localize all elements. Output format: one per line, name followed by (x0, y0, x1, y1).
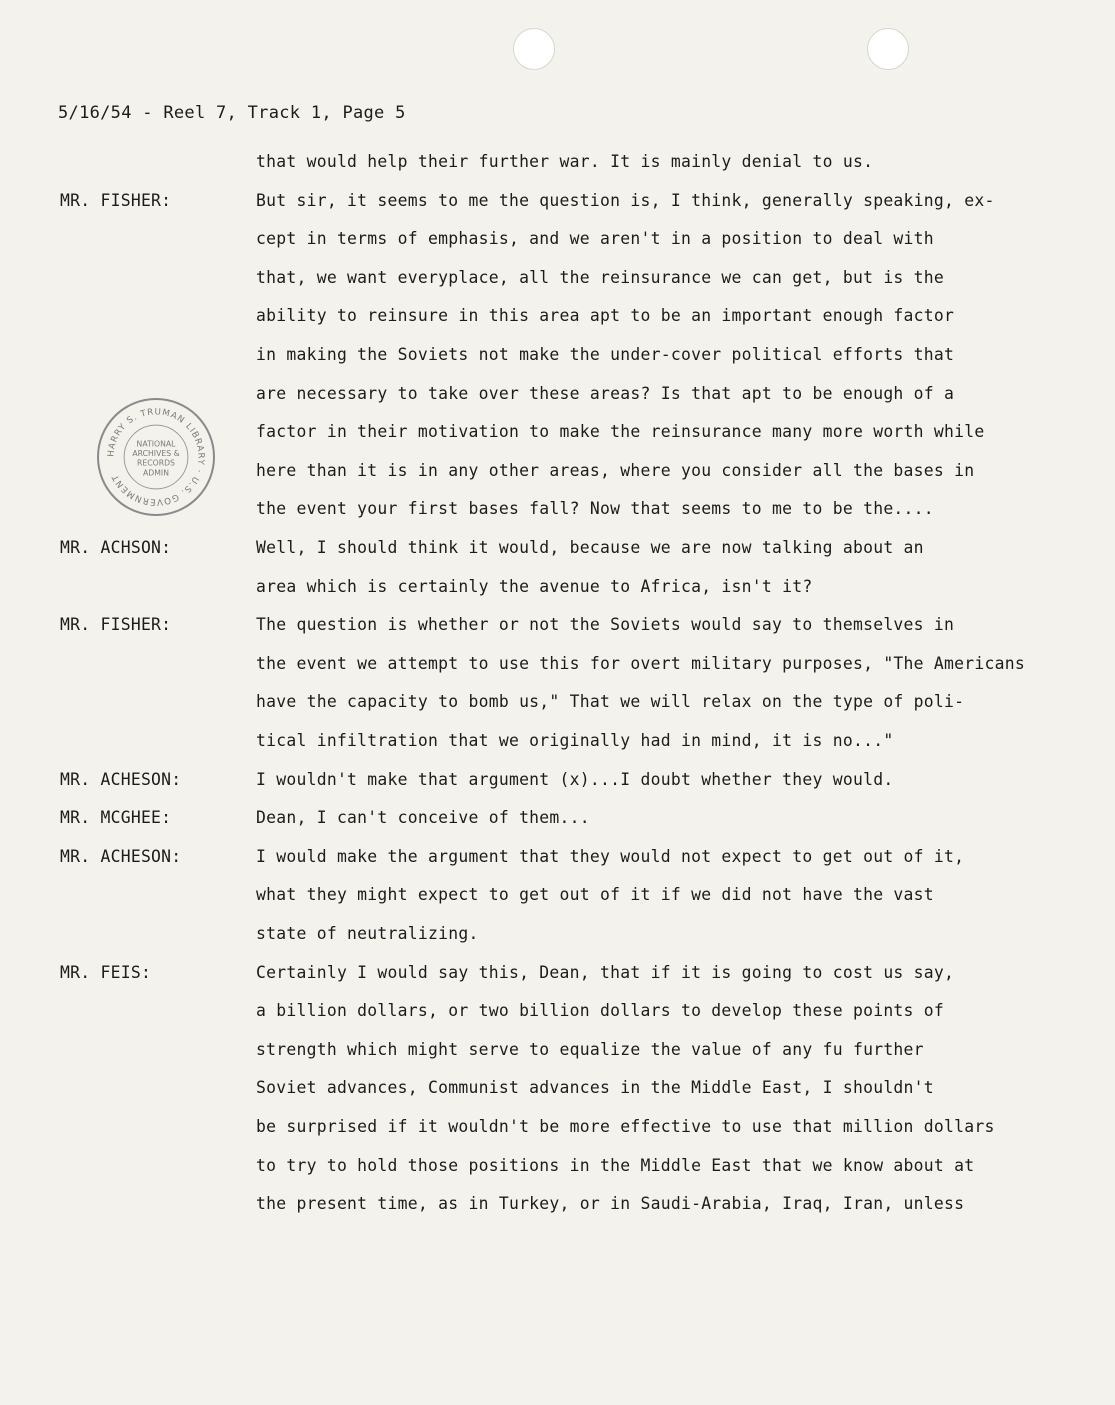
dialogue-text: are necessary to take over these areas? Is that apt to be enough of a (256, 383, 955, 403)
dialogue-text: ability to reinsure in this area apt to be an important enough factor (256, 306, 955, 326)
dialogue-text: Well, I should think it would, because we are now talking about an (256, 538, 924, 557)
library-seal-stamp (97, 398, 215, 516)
dialogue-text: the present time, as in Turkey, or in Saudi-Arabia, Iraq, Iran, unless (256, 1194, 965, 1214)
speaker-label: MR. FEIS: (60, 962, 152, 982)
seal-graphic (99, 400, 213, 514)
dialogue-text: But sir, it seems to me the question is, I think, generally speaking, ex- (256, 190, 995, 210)
speaker-label: MR. FISHER: (60, 615, 172, 635)
dialogue-text: strength which might serve to equalize the value of any fu further (256, 1039, 924, 1059)
dialogue-text: here than it is in any other areas, where you consider all the bases in (256, 460, 975, 480)
dialogue-text: The question is whether or not the Soviets would say to themselves in (256, 615, 955, 635)
dialogue-text: in making the Soviets not make the under-cover political efforts that (256, 345, 955, 364)
dialogue-text: the event your first bases fall? Now that seems to me to be the.... (256, 499, 934, 519)
dialogue-text: the event we attempt to use this for overt military purposes, "The Americans (256, 653, 1025, 673)
dialogue-text: I would make the argument that they would not expect to get out of it, (256, 846, 965, 866)
speaker-label: MR. FISHER: (60, 190, 172, 210)
seal-ring-text: HARRY S. TRUMAN LIBRARY · U.S. GOVERNMENT (106, 407, 206, 507)
dialogue-text: that would help their further war. It is mainly denial to us. (256, 152, 874, 171)
dialogue-text: factor in their motivation to make the reinsurance many more worth while (256, 422, 985, 442)
seal-center-text: NATIONAL ARCHIVES & RECORDS ADMIN (132, 439, 180, 478)
dialogue-text: state of neutralizing. (256, 924, 479, 943)
speaker-label: MR. MCGHEE: (60, 808, 172, 828)
speaker-label: MR. ACHESON: (60, 769, 182, 789)
dialogue-text: area which is certainly the avenue to Africa, isn't it? (256, 576, 813, 596)
dialogue-text: cept in terms of emphasis, and we aren't in a position to deal with (256, 229, 934, 249)
dialogue-text: Certainly I would say this, Dean, that if it is going to cost us say, (256, 962, 955, 982)
punch-hole-right (867, 28, 909, 70)
dialogue-text: have the capacity to bomb us," That we will relax on the type of poli- (256, 692, 965, 712)
page-header: 5/16/54 - Reel 7, Track 1, Page 5 (58, 103, 406, 123)
dialogue-text: what they might expect to get out of it if we did not have the vast (256, 885, 934, 905)
dialogue-text: tical infiltration that we originally had in mind, it is no..." (256, 731, 894, 750)
dialogue-text: be surprised if it wouldn't be more effective to use that million dollars (256, 1117, 995, 1136)
dialogue-text: to try to hold those positions in the Middle East that we know about at (256, 1155, 975, 1175)
punch-hole-left (513, 28, 555, 70)
speaker-label: MR. ACHSON: (60, 538, 172, 557)
dialogue-text: I wouldn't make that argument (x)...I doubt whether they would. (256, 769, 894, 789)
dialogue-text: Dean, I can't conceive of them... (256, 808, 590, 828)
dialogue-text: that, we want everyplace, all the reinsurance we can get, but is the (256, 267, 945, 287)
dialogue-text: Soviet advances, Communist advances in the Middle East, I shouldn't (256, 1078, 934, 1098)
speaker-label: MR. ACHESON: (60, 846, 182, 866)
dialogue-text: a billion dollars, or two billion dollars to develop these points of (256, 1001, 945, 1021)
